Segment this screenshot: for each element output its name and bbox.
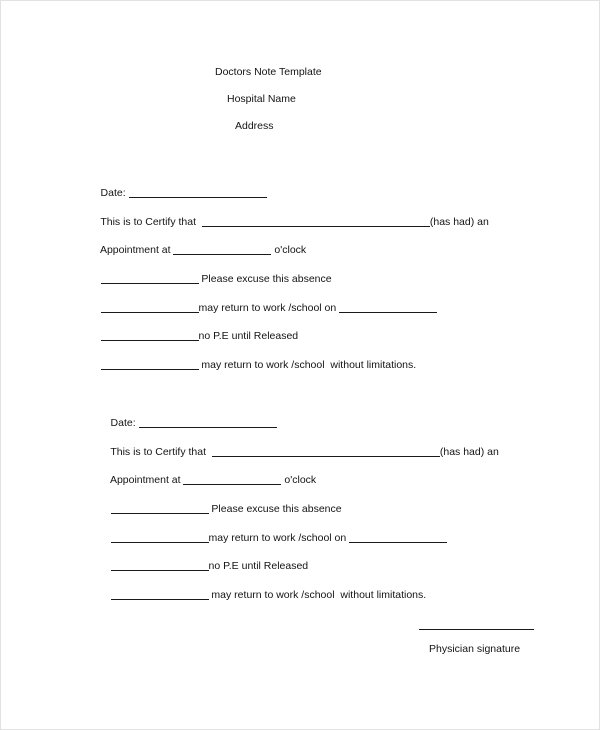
hospital-name: Hospital Name xyxy=(227,93,296,105)
date-blank[interactable] xyxy=(139,417,277,428)
excuse-label: Please excuse this absence xyxy=(198,273,332,286)
certify-label: This is to Certify that xyxy=(100,215,202,228)
appointment-time-blank[interactable] xyxy=(183,474,281,485)
excuse-row xyxy=(83,255,489,284)
no-pe-label: no P.E until Released xyxy=(198,330,299,343)
signature-area xyxy=(419,619,569,655)
certify-row xyxy=(93,428,499,457)
date-blank[interactable] xyxy=(129,187,267,198)
return-on-row xyxy=(93,514,499,543)
no-limits-label: may return to work /school without limitations. xyxy=(208,589,427,602)
appointment-label: Appointment at xyxy=(99,244,174,257)
date-row xyxy=(93,399,499,428)
excuse-blank[interactable] xyxy=(101,273,199,284)
signature-line[interactable] xyxy=(419,619,534,630)
note-block-2 xyxy=(93,399,499,600)
appointment-label: Appointment at xyxy=(109,474,184,487)
certify-label: This is to Certify that xyxy=(110,445,212,458)
oclock-label: o'clock xyxy=(271,244,307,257)
no-limits-label: may return to work /school without limitations. xyxy=(198,359,417,372)
excuse-label: Please excuse this absence xyxy=(208,503,342,516)
certify-row xyxy=(83,198,489,227)
excuse-blank[interactable] xyxy=(111,503,209,514)
page-title: Doctors Note Template xyxy=(215,66,322,78)
no-limits-row xyxy=(93,571,499,600)
date-label: Date: xyxy=(100,187,129,199)
document-header xyxy=(1,59,600,140)
no-limits-blank[interactable] xyxy=(111,589,209,600)
no-limits-row xyxy=(83,341,489,370)
note-block-1 xyxy=(83,169,489,370)
signature-label: Physician signature xyxy=(429,643,521,655)
appointment-time-blank[interactable] xyxy=(173,244,271,255)
return-on-label: may return to work /school on xyxy=(208,531,350,544)
certify-suffix-label: (has had) an xyxy=(439,445,499,458)
excuse-row xyxy=(93,485,499,514)
return-on-blank[interactable] xyxy=(101,302,199,313)
patient-name-blank[interactable] xyxy=(202,216,430,227)
appointment-row xyxy=(93,456,499,485)
appointment-row xyxy=(83,226,489,255)
certify-suffix-label: (has had) an xyxy=(429,215,489,228)
no-limits-blank[interactable] xyxy=(101,359,199,370)
patient-name-blank[interactable] xyxy=(212,446,440,457)
no-pe-label: no P.E until Released xyxy=(208,560,309,573)
oclock-label: o'clock xyxy=(281,474,317,487)
date-row xyxy=(83,169,489,198)
no-pe-blank[interactable] xyxy=(111,560,209,571)
return-date-blank[interactable] xyxy=(349,532,447,543)
date-label: Date: xyxy=(110,417,139,429)
hospital-address: Address xyxy=(235,120,274,132)
return-date-blank[interactable] xyxy=(339,302,437,313)
no-pe-row xyxy=(83,312,489,341)
return-on-blank[interactable] xyxy=(111,532,209,543)
return-on-label: may return to work /school on xyxy=(198,301,340,314)
no-pe-blank[interactable] xyxy=(101,330,199,341)
no-pe-row xyxy=(93,542,499,571)
return-on-row xyxy=(83,284,489,313)
